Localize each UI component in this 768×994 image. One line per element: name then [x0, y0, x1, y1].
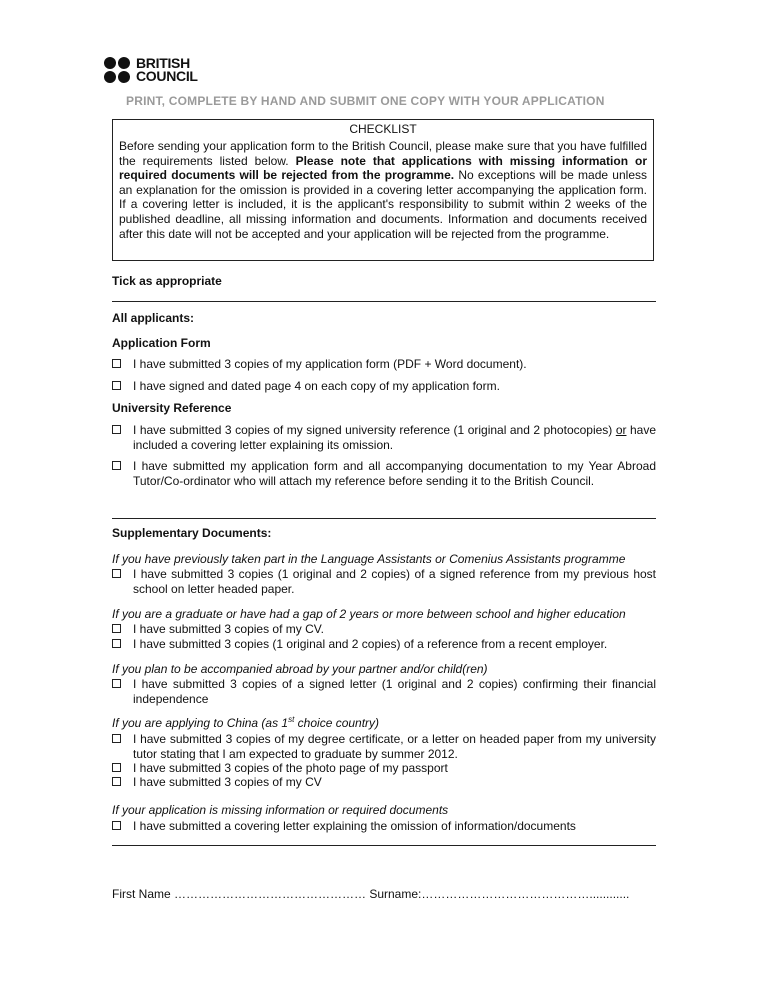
condition-text: If you are a graduate or have had a gap of 2 years or more between school and higher education	[112, 607, 626, 621]
condition-text: If your application is missing information or required documents	[112, 803, 449, 817]
condition-text: If you have previously taken part in the Language Assistants or Comenius Assistants programme	[112, 552, 626, 566]
supplementary-heading: Supplementary Documents:	[112, 526, 272, 540]
checkbox[interactable]	[112, 381, 121, 390]
list-item[interactable]: I have submitted 3 copies (1 original and 2 copies) of a reference from a recent employer.	[112, 637, 656, 652]
divider	[112, 301, 656, 302]
checklist-body: Before sending your application form to the British Council, please make sure that you have fulfilled the requirements listed below. Please note that applications with missing information or required documents will be rejected from the programme. No exceptions will be made unless an explanation for the omission is provided in a covering letter accompanying the application form. If a covering letter is included, it is the applicant's responsibility to submit within 2 weeks of the published deadline, all missing information and documents. Information and documents received after this date will not be accepted and your application will be rejected from the programme.	[119, 139, 648, 241]
checkbox[interactable]	[112, 679, 121, 688]
list-item[interactable]: I have submitted 3 copies of my CV	[112, 775, 656, 790]
list-item[interactable]: I have submitted a covering letter explaining the omission of information/documents	[112, 819, 656, 834]
checkbox[interactable]	[112, 777, 121, 786]
checkbox[interactable]	[112, 624, 121, 633]
university-reference-heading: University Reference	[112, 401, 232, 415]
checkbox[interactable]	[112, 821, 121, 830]
list-item[interactable]: I have submitted 3 copies of a signed letter (1 original and 2 copies) confirming their financial independence	[112, 677, 656, 706]
checklist-title: CHECKLIST	[349, 122, 417, 136]
checkbox[interactable]	[112, 763, 121, 772]
checkbox[interactable]	[112, 734, 121, 743]
british-council-logo	[104, 57, 198, 83]
list-item[interactable]: I have submitted 3 copies of my degree certificate, or a letter on headed paper from my university tutor stating that I am expected to graduate by summer 2012.	[112, 732, 656, 761]
condition-text: If you plan to be accompanied abroad by your partner and/or child(ren)	[112, 662, 488, 676]
list-item[interactable]: I have submitted 3 copies of my CV.	[112, 622, 656, 637]
logo-line2: COUNCIL	[136, 68, 198, 84]
checkbox[interactable]	[112, 461, 121, 470]
print-instruction: PRINT, COMPLETE BY HAND AND SUBMIT ONE COPY WITH YOUR APPLICATION	[126, 94, 605, 108]
list-item[interactable]: I have submitted 3 copies (1 original and 2 copies) of a signed reference from my previous host school on letter headed paper.	[112, 567, 656, 596]
checkbox[interactable]	[112, 639, 121, 648]
list-item[interactable]: I have submitted 3 copies of my signed university reference (1 original and 2 photocopies) or have included a covering letter explaining its omission.	[112, 423, 656, 452]
logo-dots-icon	[104, 57, 130, 83]
all-applicants-heading: All applicants:	[112, 311, 195, 325]
application-form-heading: Application Form	[112, 336, 211, 350]
list-item[interactable]: I have signed and dated page 4 on each copy of my application form.	[112, 379, 656, 394]
checklist-box	[112, 119, 654, 261]
checkbox[interactable]	[112, 425, 121, 434]
tick-label: Tick as appropriate	[112, 274, 222, 288]
checkbox[interactable]	[112, 569, 121, 578]
name-fields-line[interactable]: First Name ………………………………………… Surname:……………………………………............	[112, 887, 630, 901]
list-item[interactable]: I have submitted 3 copies of my application form (PDF + Word document).	[112, 357, 656, 372]
checkbox[interactable]	[112, 359, 121, 368]
list-item[interactable]: I have submitted 3 copies of the photo page of my passport	[112, 761, 656, 776]
logo-line1: BRITISH	[136, 55, 190, 71]
divider	[112, 845, 656, 846]
condition-text: If you are applying to China (as 1st choice country)	[112, 715, 380, 730]
divider	[112, 518, 656, 519]
list-item[interactable]: I have submitted my application form and all accompanying documentation to my Year Abroad Tutor/Co-ordinator who will attach my reference before sending it to the British Council.	[112, 459, 656, 488]
